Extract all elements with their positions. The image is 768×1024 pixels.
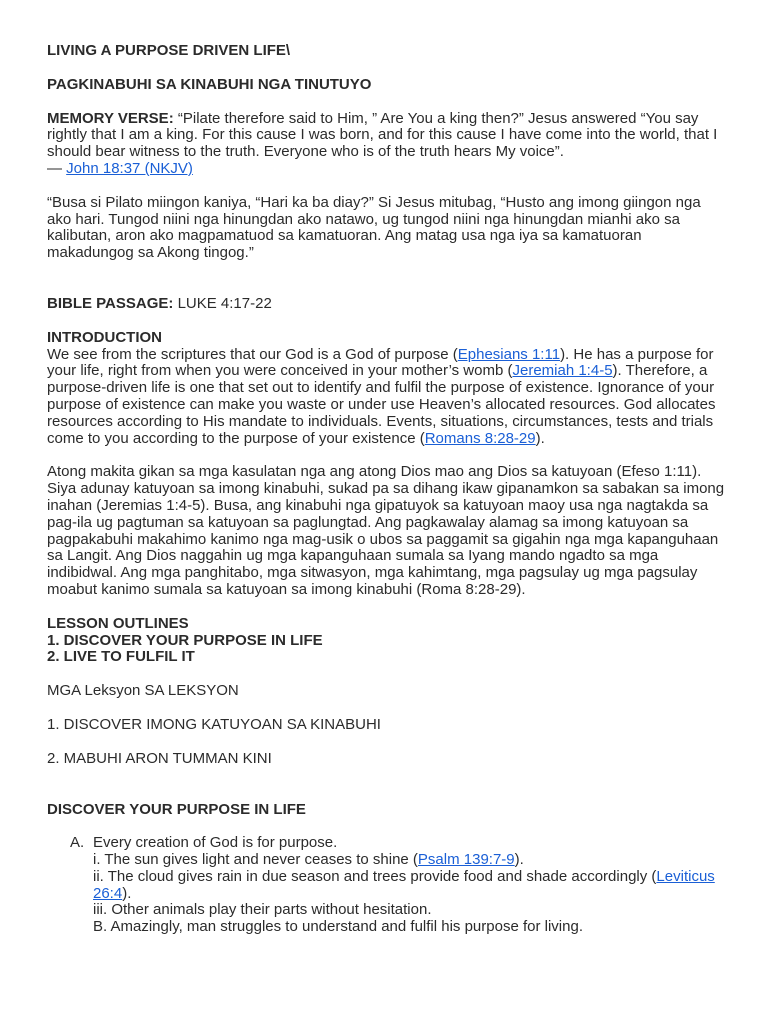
point-b: B. Amazingly, man struggles to understand and fulfil his purpose for living.: [93, 918, 583, 936]
bible-passage-label: BIBLE PASSAGE:: [47, 294, 174, 312]
document-body: [47, 43, 725, 936]
memory-verse-ref-link[interactable]: John 18:37 (NKJV): [66, 159, 193, 177]
intro-text-3: ). Therefore, a purpose-driven life is one that set out to identify and fulfil the purpose of existence. Ignorance of your purpose of existence can make you waste or under use Heaven’s allocated resources. God allocates resources according to His mandate to individuals. Events, situations, circumstances, tests and trials come to you according to the purpose of your existence (: [47, 362, 716, 447]
leviticus-link[interactable]: Leviticus 26:4: [93, 867, 715, 902]
lesson-outlines-heading: LESSON OUTLINES: [47, 614, 189, 632]
sub-point-i-text: i. The sun gives light and never ceases to shine (: [93, 851, 418, 869]
sub-point-ii-text: ii. The cloud gives rain in due season and trees provide food and shade accordingly (: [93, 867, 657, 885]
sub-point-iii: iii. Other animals play their parts without hesitation.: [93, 901, 432, 919]
list-marker: A.: [70, 834, 85, 852]
psalm-link[interactable]: Psalm 139:7-9: [417, 851, 515, 869]
memory-verse-cebuano: “Busa si Pilato miingon kaniya, “Hari ka ba diay?” Si Jesus mitubag, “Husto ang imong giingon nga ako hari. Tungod niini nga hinungdan ako natawo, ug tungod niini nga hinungdan mianhi ako sa kalibutan, aron ako magpamatuod sa kamatuoran. Ang matag usa nga iya sa kamatuoran makadungog sa Akong tingog.”: [47, 193, 701, 262]
jeremiah-link[interactable]: Jeremiah 1:4-5: [512, 362, 613, 380]
intro-text-2: ). He has a purpose for your life, right from when you were conceived in your mother’s womb (: [47, 345, 714, 380]
lesson-outline-cebuano-item: 2. MABUHI ARON TUMMAN KINI: [47, 749, 272, 767]
ephesians-link[interactable]: Ephesians 1:11: [457, 345, 561, 363]
list-item: [70, 835, 725, 936]
romans-link[interactable]: Romans 8:28-29: [424, 429, 536, 447]
lesson-outline-cebuano-item: 1. DISCOVER IMONG KATUYOAN SA KINABUHI: [47, 715, 381, 733]
introduction-heading: INTRODUCTION: [47, 328, 162, 346]
lesson-outline-item: 1. DISCOVER YOUR PURPOSE IN LIFE: [47, 631, 323, 649]
section-heading: DISCOVER YOUR PURPOSE IN LIFE: [47, 800, 306, 818]
page-title: LIVING A PURPOSE DRIVEN LIFE\: [47, 42, 291, 59]
intro-text-1: We see from the scriptures that our God is a God of purpose (: [47, 345, 458, 363]
memory-verse-text: “Pilate therefore said to Him, ” Are You a king then?” Jesus answered “You say rightly that I am a king. For this cause I was born, and for this cause I have come into the world, that I should bear witness to the truth. Everyone who is of the truth hears My voice”.: [47, 109, 718, 161]
sub-point-i: [93, 852, 725, 869]
intro-text-4: ).: [535, 429, 545, 447]
lesson-outline-item: 2. LIVE TO FULFIL IT: [47, 648, 195, 666]
list-item-body: [93, 835, 725, 936]
memory-verse-label: MEMORY VERSE:: [47, 109, 174, 127]
bible-passage-text: LUKE 4:17-22: [173, 294, 272, 312]
sub-point-ii: [93, 869, 725, 903]
point-a: Every creation of God is for purpose.: [93, 834, 338, 852]
introduction-cebuano: Atong makita gikan sa mga kasulatan nga ang atong Dios mao ang Dios sa katuyoan (Efeso 1:11). Siya adunay katuyoan sa imong kinabuhi, sukad pa sa dihang ikaw gipanamkon sa sabakan sa imong inahan (Jeremias 1:4-5). Busa, ang kinabuhi nga gipatuyok sa katuyoan maoy usa nga nagtakda sa pag-ila ug pagtuman sa katuyoan sa paglungtad. Ang pagkawalay alamag sa imong katuyoan sa pagpakabuhi makahimo kanimo nga mag-usik o ubos sa paggamit sa gigahin nga mga kapanguhaan sa Langit. Ang Dios naggahin ug mga kapanguhaan sumala sa Iyang mando ngadto sa mga indibidwal. Ang mga panghitabo, mga sitwasyon, mga kahimtang, mga pagsulay ug mga pagsulay moabut kanimo sumala sa katuyoan sa imong kinabuhi (Roma 8:28-29).: [47, 463, 725, 598]
memory-verse-dash: —: [47, 159, 67, 177]
lesson-outlines-cebuano-heading: MGA Leksyon SA LEKSYON: [47, 682, 239, 700]
bible-passage: [47, 296, 725, 313]
memory-verse: [47, 111, 725, 178]
introduction-paragraph: [47, 347, 725, 448]
sub-point-ii-end: ).: [122, 884, 132, 902]
purpose-list: [47, 835, 725, 936]
sub-point-i-end: ).: [514, 851, 524, 869]
page-subtitle: PAGKINABUHI SA KINABUHI NGA TINUTUYO: [47, 75, 372, 93]
